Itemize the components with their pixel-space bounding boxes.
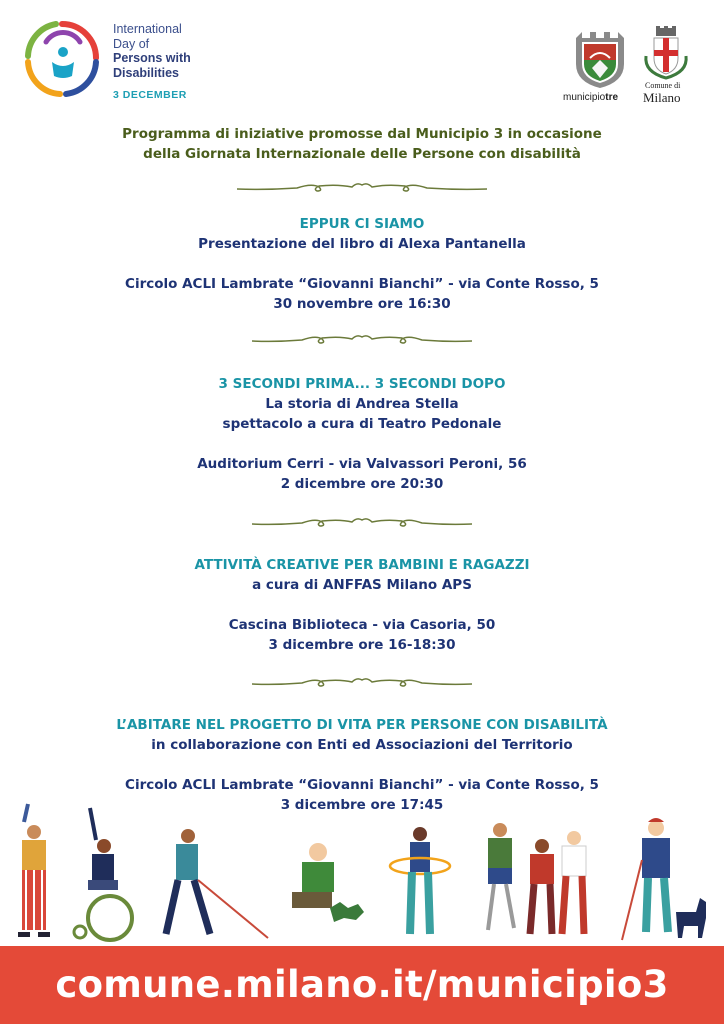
ornament-divider-2	[0, 333, 724, 349]
event-4-venue: Circolo ACLI Lambrate “Giovanni Bianchi” - via Conte Rosso, 5	[125, 777, 599, 793]
event-2-subtitle-2: spettacolo a cura di Teatro Pedonale	[222, 416, 502, 432]
event-1	[40, 214, 684, 314]
idpd-wordmark	[113, 22, 191, 80]
footer-banner	[0, 946, 724, 1024]
comune-label-big: Milano	[643, 90, 681, 105]
comune-label-small: Comune di	[645, 81, 681, 90]
idpd-line-4: Disabilities	[113, 65, 179, 80]
comune-milano-crest-icon	[642, 26, 690, 80]
ornament-divider-3	[0, 516, 724, 532]
event-4-subtitle: in collaborazione con Enti ed Associazioni del Territorio	[151, 737, 573, 753]
municipio-label-a: municipio	[563, 92, 606, 103]
person-hula-hoop-icon	[390, 827, 450, 934]
municipio-tre-shield-icon	[572, 28, 628, 90]
event-2	[40, 374, 684, 494]
event-2-when: 2 dicembre ore 20:30	[280, 476, 444, 492]
ornament-divider-1	[0, 181, 724, 197]
event-1-title: EPPUR CI SIAMO	[299, 216, 425, 232]
event-1-venue: Circolo ACLI Lambrate “Giovanni Bianchi” - via Conte Rosso, 5	[125, 276, 599, 292]
intro-heading	[60, 124, 664, 164]
people-illustration	[0, 800, 724, 950]
people-group-icon	[530, 831, 586, 934]
event-3-subtitle: a cura di ANFFAS Milano APS	[252, 577, 472, 593]
idpd-line-1: International	[113, 22, 182, 36]
footer-url-link[interactable]: comune.milano.it/municipio3	[55, 963, 669, 1006]
person-with-cane-icon	[166, 829, 268, 938]
event-3-title: ATTIVITÀ CREATIVE PER BAMBINI E RAGAZZI	[194, 557, 530, 573]
event-2-title: 3 SECONDI PRIMA... 3 SECONDI DOPO	[218, 376, 506, 392]
event-3-venue: Cascina Biblioteca - via Casoria, 50	[228, 617, 496, 633]
wheelchair-user-icon	[74, 808, 132, 940]
person-guide-dog-icon	[622, 818, 706, 940]
idpd-date: 3 DECEMBER	[113, 89, 187, 101]
event-3	[40, 555, 684, 655]
runner-prosthetic-icon	[488, 823, 514, 930]
idpd-logo	[22, 18, 104, 100]
idpd-line-3: Persons with	[113, 51, 191, 65]
event-4-when: 3 dicembre ore 17:45	[280, 797, 444, 813]
person-puzzle-icon	[292, 843, 364, 922]
person-striped-icon	[18, 804, 50, 937]
event-2-venue: Auditorium Cerri - via Valvassori Peroni, 56	[197, 456, 527, 472]
idpd-line-2: Day of	[113, 36, 150, 51]
event-1-when: 30 novembre ore 16:30	[273, 296, 451, 312]
municipio-label-b: tre	[605, 92, 619, 103]
intro-line-1: Programma di iniziative promosse dal Municipio 3 in occasione	[122, 126, 602, 142]
event-2-subtitle-1: La storia di Andrea Stella	[265, 396, 459, 412]
event-3-when: 3 dicembre ore 16-18:30	[268, 637, 456, 653]
event-1-subtitle: Presentazione del libro di Alexa Pantanella	[198, 236, 526, 252]
intro-line-2: della Giornata Internazionale delle Persone con disabilità	[143, 146, 581, 162]
event-4-title: L’ABITARE NEL PROGETTO DI VITA PER PERSONE CON DISABILITÀ	[116, 717, 608, 733]
ornament-divider-4	[0, 676, 724, 692]
municipio-tre-label	[563, 92, 618, 103]
